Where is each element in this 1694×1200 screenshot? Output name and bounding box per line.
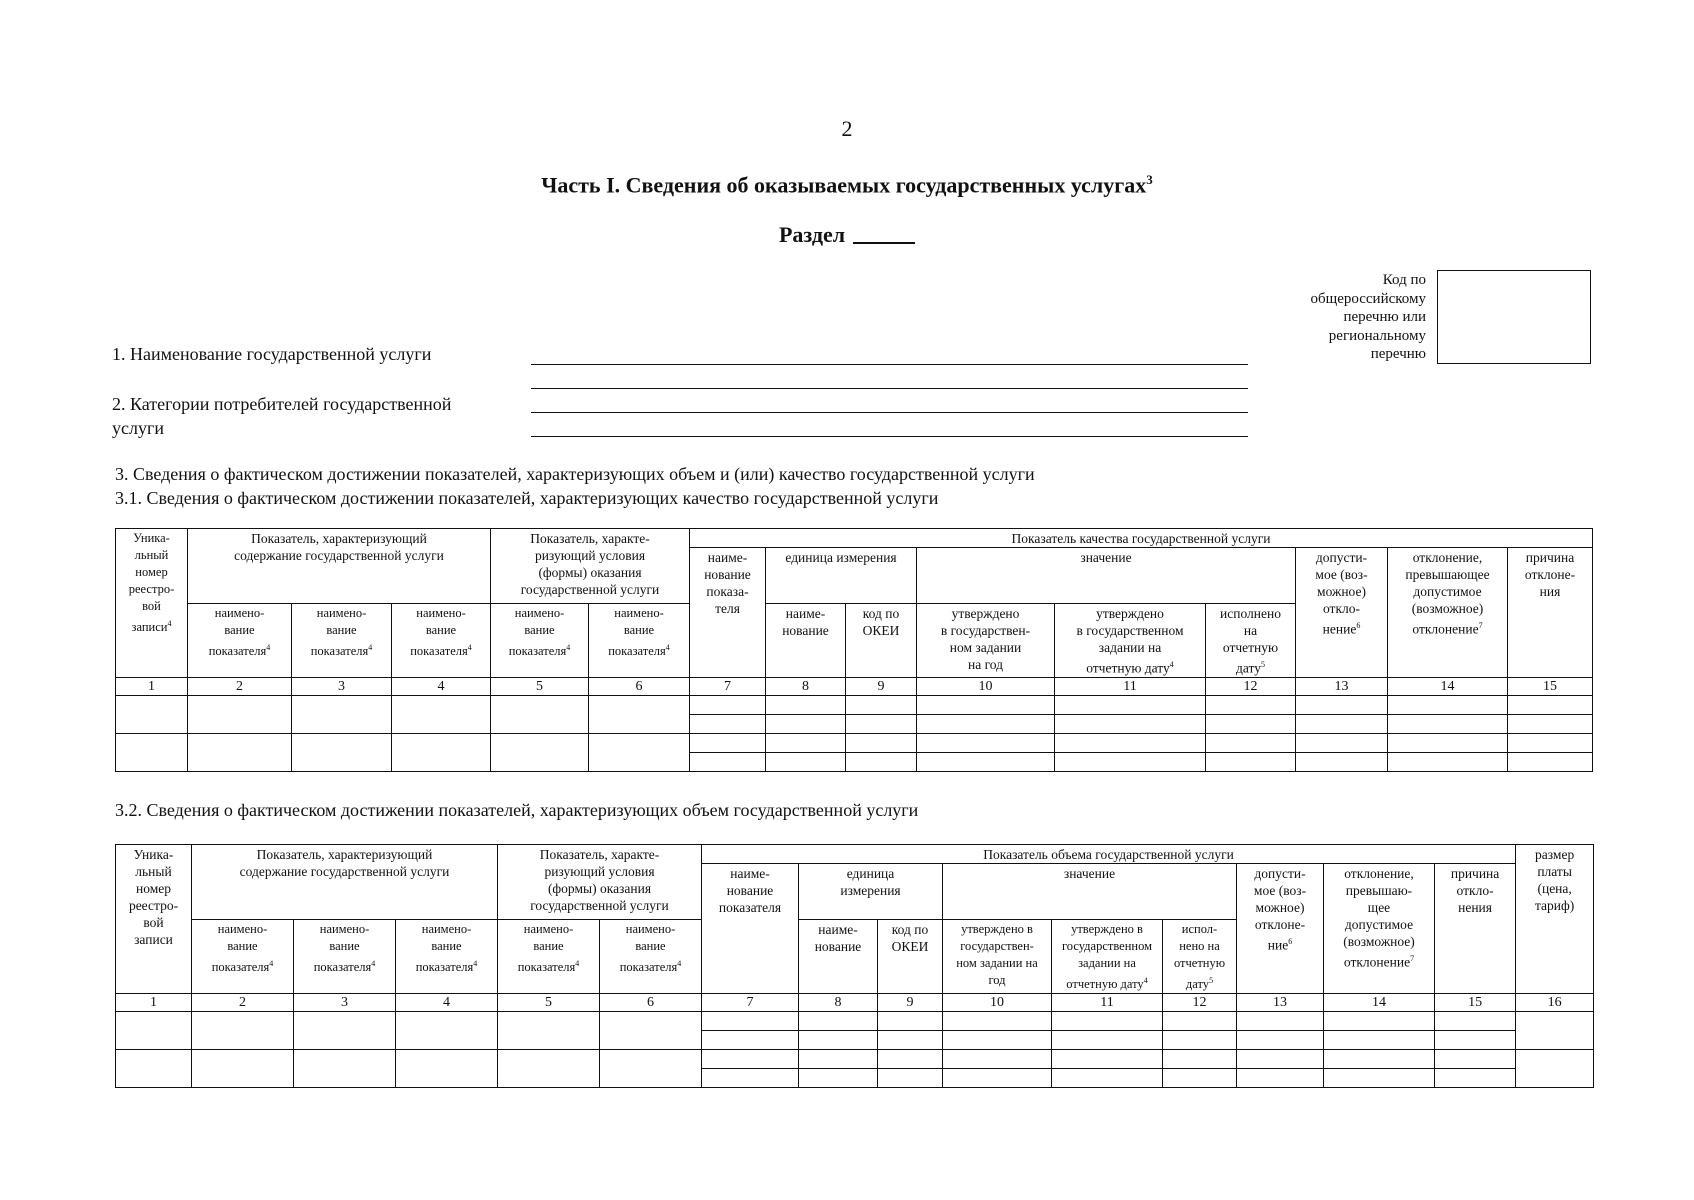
okei-code-header: код по ОКЕИ [878, 920, 943, 994]
table-cell[interactable] [1435, 1050, 1516, 1069]
header-text: наимено- вание показателя [208, 606, 267, 659]
table-cell[interactable] [799, 1069, 878, 1088]
condition-indicator-header: Показатель, характе- ризующий условия (формы) оказания государственной услуги [491, 529, 690, 604]
table-cell[interactable] [702, 1050, 799, 1069]
page-number: 2 [841, 116, 853, 141]
header-text: утверждено в государственном задании на отчетную дату [1076, 606, 1184, 676]
indicator-name-subheader [498, 920, 600, 994]
column-number: 3 [294, 994, 396, 1012]
quality-indicators-table [115, 528, 1593, 772]
executed-header [1163, 920, 1237, 994]
consumers-label [112, 392, 451, 440]
column-number: 12 [1163, 994, 1237, 1012]
table-cell[interactable] [943, 1050, 1052, 1069]
table-cell[interactable] [846, 696, 917, 715]
table-cell[interactable] [1296, 734, 1388, 753]
table-cell[interactable] [491, 734, 589, 772]
table-cell[interactable] [878, 1050, 943, 1069]
table-cell[interactable] [1296, 753, 1388, 772]
table-row [116, 1012, 1594, 1031]
table-cell[interactable] [192, 1012, 294, 1050]
condition-indicator-header: Показатель, характе- ризующий условия (формы) оказания государственной услуги [498, 845, 702, 920]
header-text: наимено- вание показателя [608, 606, 666, 659]
code-label-line: региональному [1328, 327, 1426, 344]
service-name-line[interactable] [531, 364, 1248, 365]
table-cell[interactable] [766, 734, 846, 753]
section-3-heading [115, 462, 1035, 510]
column-number: 13 [1296, 678, 1388, 696]
unit-header: единица измерения [799, 864, 943, 920]
table-cell[interactable] [1206, 696, 1296, 715]
table-cell[interactable] [1237, 1012, 1324, 1031]
table-cell[interactable] [188, 696, 292, 734]
table-cell[interactable] [294, 1012, 396, 1050]
table-cell[interactable] [116, 1012, 192, 1050]
title-text: Часть I. Сведения об оказываемых государственных услугах [541, 172, 1147, 198]
consumers-label-line1: 2. Категории потребителей государственной [112, 394, 452, 414]
approved-year-header: утверждено в государствен- ном задании на год [917, 604, 1055, 678]
column-number: 15 [1508, 678, 1593, 696]
table-cell[interactable] [799, 1012, 878, 1031]
table-cell[interactable] [116, 1050, 192, 1088]
table-cell[interactable] [1206, 753, 1296, 772]
value-header: значение [917, 548, 1296, 604]
table-cell[interactable] [392, 734, 491, 772]
column-number: 8 [799, 994, 878, 1012]
column-number: 16 [1516, 994, 1594, 1012]
table-cell[interactable] [396, 1012, 498, 1050]
table-cell[interactable] [846, 734, 917, 753]
column-number: 12 [1206, 678, 1296, 696]
table-cell[interactable] [917, 715, 1055, 734]
header-text: испол- нено на отчетную дату [1173, 922, 1226, 992]
table-cell[interactable] [491, 696, 589, 734]
allowed-deviation-header [1296, 548, 1388, 678]
approved-year-header: утверждено в государствен- ном задании на год [943, 920, 1052, 994]
footnote-mark: 6 [1288, 937, 1293, 946]
table-cell[interactable] [1508, 753, 1593, 772]
allowed-deviation-header [1237, 864, 1324, 994]
consumers-line-2[interactable] [531, 412, 1248, 413]
table-cell[interactable] [1163, 1069, 1237, 1088]
table-cell[interactable] [292, 696, 392, 734]
table-cell[interactable] [799, 1031, 878, 1050]
table-cell[interactable] [1237, 1050, 1324, 1069]
indicator-name-subheader [188, 604, 292, 678]
footnote-mark: 4 [368, 643, 373, 652]
table-cell[interactable] [943, 1069, 1052, 1088]
table-cell[interactable] [1052, 1031, 1163, 1050]
unit-name-header: наиме- нование [766, 604, 846, 678]
footnote-mark: 4 [467, 643, 472, 652]
consumers-line-3[interactable] [531, 436, 1248, 437]
column-number: 15 [1435, 994, 1516, 1012]
table-cell[interactable] [799, 1050, 878, 1069]
table-cell[interactable] [116, 734, 188, 772]
column-number: 3 [292, 678, 392, 696]
header-text: допусти- мое (воз- можное) отклоне- ние [1253, 866, 1307, 953]
table-cell[interactable] [1435, 1069, 1516, 1088]
table-row [116, 734, 1593, 753]
page-title [0, 172, 1694, 198]
table-cell[interactable] [1163, 1050, 1237, 1069]
table-cell[interactable] [702, 1012, 799, 1031]
table-cell[interactable] [1388, 734, 1508, 753]
table-cell[interactable] [1516, 1050, 1594, 1088]
column-number: 10 [917, 678, 1055, 696]
footnote-mark: 5 [1209, 976, 1214, 985]
indicator-name-subheader [600, 920, 702, 994]
indicator-name-subheader [392, 604, 491, 678]
consumers-label-line2: услуги [112, 418, 164, 438]
table-cell[interactable] [1206, 715, 1296, 734]
footnote-mark: 4 [473, 959, 478, 968]
table-cell[interactable] [1324, 1012, 1435, 1031]
footnote-mark: 4 [371, 959, 376, 968]
table-cell[interactable] [1296, 696, 1388, 715]
fee-header: размер платы (цена, тариф) [1516, 845, 1594, 994]
column-number: 5 [491, 678, 589, 696]
content-indicator-header: Показатель, характеризующий содержание государственной услуги [188, 529, 491, 604]
table-cell[interactable] [766, 715, 846, 734]
header-text: наимено- вание показателя [211, 922, 270, 975]
table-row [116, 1050, 1594, 1069]
content-indicator-header: Показатель, характеризующий содержание государственной услуги [192, 845, 498, 920]
code-label-line: Код по [1382, 272, 1426, 288]
table-cell[interactable] [943, 1031, 1052, 1050]
title-footnote: 3 [1146, 172, 1153, 187]
column-number: 11 [1055, 678, 1206, 696]
unit-name-header: наиме- нование [799, 920, 878, 994]
footnote-mark: 4 [1169, 660, 1174, 669]
unique-record-number-header [116, 529, 188, 678]
indicator-name-subheader [589, 604, 690, 678]
table-cell[interactable] [589, 696, 690, 734]
indicator-name-subheader [192, 920, 294, 994]
table-cell[interactable] [292, 734, 392, 772]
column-number: 4 [396, 994, 498, 1012]
table-cell[interactable] [498, 1050, 600, 1088]
approved-date-header [1052, 920, 1163, 994]
table-cell[interactable] [1052, 1069, 1163, 1088]
unit-header: единица измерения [766, 548, 917, 604]
header-text: наимено- вание показателя [313, 922, 372, 975]
table-cell[interactable] [1388, 696, 1508, 715]
deviation-reason-header: причина отклоне- ния [1508, 548, 1593, 678]
column-number: 6 [589, 678, 690, 696]
section-3-1-title: 3.1. Сведения о фактическом достижении показателей, характеризующих качество государственной услуги [115, 488, 939, 508]
table-cell[interactable] [766, 753, 846, 772]
table-cell[interactable] [1508, 715, 1593, 734]
table-cell[interactable] [690, 734, 766, 753]
footnote-mark: 6 [1356, 621, 1361, 630]
quality-indicator-header: Показатель качества государственной услуги [690, 529, 1593, 548]
header-text: наимено- вание показателя [619, 922, 678, 975]
table-cell[interactable] [690, 753, 766, 772]
column-number: 13 [1237, 994, 1324, 1012]
section-number-blank[interactable] [853, 222, 915, 244]
table-cell[interactable] [917, 696, 1055, 715]
footnote-mark: 7 [1478, 621, 1483, 630]
header-text: исполнено на отчетную дату [1220, 606, 1281, 676]
column-number: 6 [600, 994, 702, 1012]
table-cell[interactable] [1237, 1031, 1324, 1050]
table-cell[interactable] [1055, 715, 1206, 734]
table-cell[interactable] [917, 753, 1055, 772]
column-number: 4 [392, 678, 491, 696]
table-cell[interactable] [846, 715, 917, 734]
table-cell[interactable] [188, 734, 292, 772]
table-cell[interactable] [878, 1069, 943, 1088]
approved-date-header [1055, 604, 1206, 678]
table-cell[interactable] [1324, 1069, 1435, 1088]
table-cell[interactable] [1163, 1012, 1237, 1031]
column-number: 5 [498, 994, 600, 1012]
code-label-line: общероссийскому [1310, 290, 1426, 307]
okei-code-header: код по ОКЕИ [846, 604, 917, 678]
column-number: 7 [690, 678, 766, 696]
header-text: наимено- вание показателя [517, 922, 576, 975]
footnote-mark: 4 [167, 619, 172, 628]
table-cell[interactable] [392, 696, 491, 734]
exceeding-deviation-header [1324, 864, 1435, 994]
column-number: 11 [1052, 994, 1163, 1012]
column-number: 14 [1324, 994, 1435, 1012]
column-number: 1 [116, 994, 192, 1012]
table-cell[interactable] [294, 1050, 396, 1088]
deviation-reason-header: причина откло- нения [1435, 864, 1516, 994]
registry-code-label [1250, 271, 1426, 364]
table-cell[interactable] [878, 1012, 943, 1031]
table-cell[interactable] [690, 715, 766, 734]
volume-indicators-table [115, 844, 1594, 1088]
code-label-line: перечню или [1343, 309, 1426, 325]
table-cell[interactable] [1237, 1069, 1324, 1088]
table-cell[interactable] [1052, 1012, 1163, 1031]
header-text: наимено- вание показателя [415, 922, 474, 975]
indicator-name-header: наиме- нование показателя [702, 864, 799, 994]
table-cell[interactable] [846, 753, 917, 772]
column-number: 7 [702, 994, 799, 1012]
footnote-mark: 4 [266, 643, 271, 652]
table-cell[interactable] [116, 696, 188, 734]
table-cell[interactable] [1055, 753, 1206, 772]
table-cell[interactable] [766, 696, 846, 715]
table-cell[interactable] [1163, 1031, 1237, 1050]
header-text: утверждено в государственном задании на отчетную дату [1061, 922, 1153, 992]
footnote-mark: 4 [575, 959, 580, 968]
indicator-name-subheader [292, 604, 392, 678]
footnote-mark: 7 [1410, 954, 1415, 963]
unique-record-number-header: Уника- льный номер реестро- вой записи [116, 845, 192, 994]
consumers-line-1[interactable] [531, 388, 1248, 389]
column-number: 8 [766, 678, 846, 696]
registry-code-box[interactable] [1437, 270, 1591, 364]
header-text: наимено- вание показателя [410, 606, 468, 659]
table-cell[interactable] [1206, 734, 1296, 753]
footnote-mark: 4 [269, 959, 274, 968]
header-text: допусти- мое (воз- можное) отклo- нение [1315, 550, 1368, 637]
column-number: 2 [188, 678, 292, 696]
table-cell[interactable] [690, 696, 766, 715]
footnote-mark: 4 [665, 643, 670, 652]
header-text: наимено- вание показателя [310, 606, 369, 659]
section-3-title: 3. Сведения о фактическом достижении показателей, характеризующих объем и (или) качество государственной услуги [115, 464, 1035, 484]
header-text: отклонение, превышаю- щее допустимое (возможное) отклонение [1343, 866, 1415, 970]
table-cell[interactable] [498, 1012, 600, 1050]
section-3-2-title: 3.2. Сведения о фактическом достижении показателей, характеризующих объем государственной услуги [115, 800, 919, 820]
indicator-name-subheader [491, 604, 589, 678]
table-cell[interactable] [878, 1031, 943, 1050]
service-name-label: 1. Наименование государственной услуги [112, 344, 432, 364]
table-cell[interactable] [1055, 696, 1206, 715]
table-cell[interactable] [192, 1050, 294, 1088]
table-cell[interactable] [1508, 696, 1593, 715]
table-cell[interactable] [1435, 1031, 1516, 1050]
header-text: Уника- льный номер реестро- вой записи [128, 531, 175, 635]
table-cell[interactable] [600, 1012, 702, 1050]
header-text: отклонение, превышающее допустимое (возможное) отклонение [1405, 550, 1490, 637]
footnote-mark: 4 [1143, 976, 1148, 985]
column-number: 14 [1388, 678, 1508, 696]
table-cell[interactable] [1296, 715, 1388, 734]
value-header: значение [943, 864, 1237, 920]
table-cell[interactable] [396, 1050, 498, 1088]
section-heading [0, 222, 1694, 248]
table-cell[interactable] [943, 1012, 1052, 1031]
footnote-mark: 5 [1260, 660, 1265, 669]
table-cell[interactable] [1388, 715, 1508, 734]
column-number: 2 [192, 994, 294, 1012]
column-number: 1 [116, 678, 188, 696]
table-row [116, 696, 1593, 715]
table-cell[interactable] [1324, 1031, 1435, 1050]
table-cell[interactable] [1052, 1050, 1163, 1069]
table-cell[interactable] [702, 1031, 799, 1050]
indicator-name-header: наиме- нование показа- теля [690, 548, 766, 678]
volume-indicator-header: Показатель объема государственной услуги [702, 845, 1516, 864]
table-cell[interactable] [1388, 753, 1508, 772]
table-cell[interactable] [1055, 734, 1206, 753]
code-label-line: перечню [1370, 346, 1426, 362]
exceeding-deviation-header [1388, 548, 1508, 678]
footnote-mark: 4 [677, 959, 682, 968]
section-label: Раздел [778, 222, 846, 247]
column-number: 9 [878, 994, 943, 1012]
table-cell[interactable] [1435, 1012, 1516, 1031]
column-number: 10 [943, 994, 1052, 1012]
indicator-name-subheader [396, 920, 498, 994]
table-cell[interactable] [1324, 1050, 1435, 1069]
column-number: 9 [846, 678, 917, 696]
table-cell[interactable] [1516, 1012, 1594, 1050]
header-text: наимено- вание показателя [508, 606, 567, 659]
table-cell[interactable] [589, 734, 690, 772]
table-cell[interactable] [600, 1050, 702, 1088]
executed-header [1206, 604, 1296, 678]
table-cell[interactable] [1508, 734, 1593, 753]
table-cell[interactable] [917, 734, 1055, 753]
indicator-name-subheader [294, 920, 396, 994]
footnote-mark: 4 [566, 643, 571, 652]
table-cell[interactable] [702, 1069, 799, 1088]
